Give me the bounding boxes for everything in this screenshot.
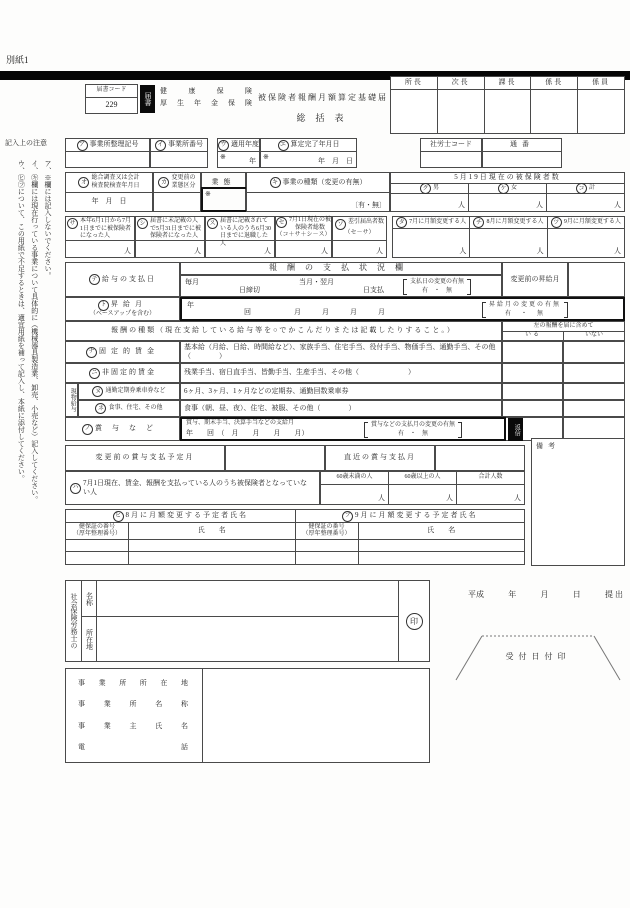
insured-total-input[interactable] [547,194,624,211]
nonfixed-include-no-cell[interactable] [563,363,625,383]
mark-su: ス [207,218,218,229]
chg7-label: 7月に月額変更する人 [409,218,467,225]
gyotai-input[interactable] [201,187,251,212]
uninsured-count-table [320,471,525,505]
retired-label: 届書に記載されている人のうち6月30日までに退職した人 [220,218,272,247]
sharoushi-code-box [420,138,482,168]
meals-items: 食事（朝、昼、夜）、住宅、被服、その他（ ） [184,403,356,412]
form-code-box [85,84,138,114]
chg8-label: 8月に月額変更する人 [486,218,544,225]
prev-raise-input[interactable] [568,262,625,297]
unit-nin: 人 [458,201,465,209]
submit-year-label[interactable]: 年 [508,590,517,599]
completion-date-note: ※ [263,153,269,161]
under60-input[interactable] [321,485,389,504]
submit-day-label[interactable]: 日 [572,590,581,599]
mark-ha: ハ [70,483,81,494]
kinds-header: 報酬の種類（現在支給している給与等を○でかこんだりまたは記載したりすること。） [111,326,456,335]
tsuban-input[interactable] [483,152,561,167]
mark-ni: ニ [89,368,100,379]
note-line-a: ア、※欄には記入しないでください。 [44,160,52,279]
approval-stamp-cell[interactable] [531,90,578,133]
mark-ta: タ [396,217,407,228]
unit-nin: 人 [446,494,453,502]
mark-fu: フ [342,511,353,522]
bonus-label-cell [65,417,180,441]
agent-seal-cell[interactable] [399,581,429,661]
bonus-input-cell[interactable] [180,417,506,441]
mark-ko: コ [576,183,587,194]
notes-heading: 記入上の注意 [5,139,47,147]
unit-nin: 人 [378,494,385,502]
bracket-close [467,279,471,295]
raise-change-umu[interactable]: 有 ・ 無 [505,310,546,317]
unit-nin: 人 [321,247,328,255]
agent-name-label: 名称 [82,581,97,617]
unit-nin: 人 [194,247,201,255]
meals-include-no-cell[interactable] [563,400,625,417]
biz-type-box [246,172,390,212]
sep-number-label: 健保証の番号 [308,523,345,530]
new-insured-label: 本年6月1日から7月1日までに被保険者になった人 [80,218,132,239]
insured-count-box [390,172,625,212]
owner-name-label: 事業主氏名 [78,721,188,730]
include-no-label: いない [584,332,603,339]
mark-ka: カ [158,177,169,188]
retired-box [205,216,275,258]
sep-number-label-sub: （厚年整理番号） [302,531,351,537]
payday-change-label: 支払日の変更の有無 [410,279,465,285]
insured-male-input[interactable] [391,194,469,211]
raise-kai: 回 [244,307,251,316]
nonfixed-wage-label-cell [65,363,180,383]
sharoushi-code-input[interactable] [421,152,481,167]
chg9-input[interactable] [548,229,624,257]
unit-nin: 人 [613,247,621,255]
bracket-close [564,302,568,318]
audit-label-2: 検査院検査年月日 [91,182,140,189]
include-header-box [502,321,625,341]
office-number-input[interactable] [151,152,207,167]
tsuban-box [482,138,562,168]
payday-tsugi: 当月・翌月 [299,278,334,286]
payday-label: 給与の支払日 [102,274,156,283]
submit-month-label[interactable]: 月 [540,590,549,599]
recent-bonus-label-cell: 直近の賞与支払月 [325,445,435,471]
sep-name-label: 氏 名 [427,526,456,535]
approval-col-shocho: 所長 [391,77,438,89]
payday-change-umu[interactable]: 有 ・ 無 [422,287,453,294]
unit-nin: 人 [514,494,521,502]
audit-date-input[interactable]: 年 月 日 [91,197,127,206]
sheet-label: 別紙1 [6,55,29,65]
raise-label-sub: （ベースアップを含む） [89,310,156,317]
henshin-badge: 返信 [508,418,523,441]
name-row-cell[interactable] [296,540,359,551]
new-insured-input[interactable] [66,241,134,257]
seal-icon [406,613,423,630]
bonus-change-bracket [364,422,462,438]
monthly-change-box [392,216,625,258]
approval-col-kakarin: 係員 [592,78,611,87]
payday-change-bracket [403,279,471,295]
submit-era: 平成 [468,590,484,599]
mark-ku: ク [420,183,431,194]
uninsured-label: 7月1日現在、賃金、報酬を支払っている人のうち被保険者となっていない人 [83,478,307,496]
approval-stamp-cell[interactable] [485,90,532,133]
july-total-input[interactable] [276,241,331,257]
mark-ne: ネ [95,403,106,414]
total-count-input[interactable] [457,485,524,504]
audit-label-1: 総合調査又は会計 [91,175,140,181]
mark-e: エ [278,140,289,151]
chg7-input[interactable] [393,229,470,257]
fixed-wage-content[interactable] [180,341,502,363]
commute-content[interactable] [180,383,502,400]
new-insured-box [65,216,135,258]
payday-closing: 日締切 [239,285,260,294]
july-total-box [275,216,332,258]
office-number-label: 事業所番号 [168,140,203,149]
office-code-label: 事業所整理記号 [89,140,139,149]
unlisted-box [135,216,205,258]
notes-block [10,160,54,542]
commute-items: 6ヶ月、3ヶ月、1ヶ月などの定期券、通勤回数乗車券 [184,386,349,395]
form-code-value: 229 [105,100,118,110]
bonus-change-label: 賞与などの支払月の変更の有無 [371,422,456,428]
mark-no: ノ [82,424,93,435]
company-info-input[interactable] [203,669,429,762]
completion-date-unit: 年 月 日 [318,157,353,165]
audit-date-box [65,172,153,212]
office-code-box [65,138,150,168]
nonfixed-include-yes-cell[interactable] [502,363,563,383]
raise-change-label: 昇給月の変更の有無 [489,302,562,308]
fiscal-year-box [217,138,260,168]
sharoushi-code-label: 社労士コード [421,139,481,152]
net-count-formula: （セ－サ） [344,230,375,237]
payday-every: 毎月 [185,278,199,286]
aug-number-label: 健保証の番号 [78,523,115,530]
mark-chi: チ [473,217,484,228]
form-title: 被保険者報酬月額算定基礎届 [258,93,388,102]
recent-bonus-input[interactable] [435,445,525,471]
aug-name-label: 氏 名 [129,523,296,539]
name-row-cell[interactable] [66,552,129,564]
mark-a: ア [77,140,88,151]
unlisted-input[interactable] [136,241,204,257]
sep-change-title: 9月に月額変更する予定者氏名 [355,511,478,520]
net-count-box [332,216,387,258]
fixed-include-yes-cell[interactable] [502,341,563,363]
prev-bonus-label-cell: 変更前の賞与支払予定月 [65,445,225,471]
fiscal-year-note: ※ [220,153,226,161]
meals-content[interactable] [180,400,502,417]
office-code-input[interactable] [66,152,149,167]
retired-input[interactable] [206,241,274,257]
mark-tsu: ツ [551,217,562,228]
meals-label-cell [78,400,180,417]
prev-raise-label: 変更前の昇給月 [510,274,560,283]
raise-input-cell[interactable] [180,297,625,321]
tsuban-label: 通番 [483,139,561,152]
net-count-label: 差引届出者数 [347,219,384,226]
company-name-label: 事業所名称 [78,700,188,709]
gyotai-note: ※ [205,190,211,198]
unit-nin: 人 [264,247,271,255]
mark-so: ソ [335,219,346,230]
insured-count-header: 5月19日現在の被保険者数 [391,173,624,184]
raise-year: 年 [187,301,194,309]
receipt-stamp-label: 受付日付印 [505,652,571,661]
bonus-change-umu[interactable]: 有 ・ 無 [398,430,429,437]
fiscal-year-label: 適用年度 [231,140,259,149]
company-address-label: 事業所所在地 [78,679,188,687]
approval-table [390,76,625,134]
name-row-cell[interactable] [359,552,525,564]
fixed-wage-label: 固定的賃金 [99,347,159,356]
prev-class-box [153,172,201,212]
biz-type-label: 事業の種類（変更の有無） [282,177,367,186]
bonus-line2: 年 回 （ 月 月 月 月） [186,428,309,437]
approval-col-jicho: 次長 [438,77,485,89]
include-yes-label: いる [503,332,564,340]
office-number-box [150,138,208,168]
approval-col-kakaricho: 係長 [531,77,578,89]
name-row-cell[interactable] [66,540,129,551]
agent-address-input[interactable] [97,617,399,661]
payday-payout: 日支払 [363,285,384,294]
mark-se: セ [276,217,287,228]
name-change-tables [65,509,525,565]
mark-te: テ [89,274,100,285]
fixed-wage-label-cell [65,341,180,363]
unit-nin: 人 [614,201,621,209]
aug-number-label-sub: （厚年整理番号） [72,531,121,537]
net-count-input[interactable] [333,241,386,257]
unlisted-label: 届書に未記載の人で5月31日までに被保険者になった人 [150,218,202,239]
name-row-cell[interactable] [129,552,296,564]
insured-male-label: 男 [432,184,439,191]
note-line-c: ウ、㋪㋫について、この用紙で不足するときは、適宜用紙を補って記入し、本紙に添付してください。 [17,160,26,482]
form-code-label: 届書コード [86,85,137,98]
fiscal-year-unit: 年 [249,157,256,165]
form-subtitle: 総括表 [296,113,354,123]
submit-suffix: 提出 [605,590,625,599]
insurer-line2: 厚生年金保険 [160,99,252,107]
name-row-cell[interactable] [129,540,296,551]
insured-female-label: 女 [510,184,517,191]
unit-nin: 人 [536,201,543,209]
biz-type-umu: 〔有・無〕 [351,201,386,209]
approval-col-kacho: 課長 [485,77,532,89]
payment-section-header: 報酬の支払状況欄 [180,262,502,275]
mark-hi: ヒ [113,511,124,522]
raise-months: 月 月 月 月 [294,307,385,316]
insured-total-label: 計 [588,184,595,191]
july-total-formula: （コ＋サ＋シ－ス） [276,232,331,239]
todokesho-badge: 届書 [140,85,155,113]
meals-include-yes-cell[interactable] [502,400,563,417]
completion-date-input[interactable] [261,152,356,167]
approval-stamp-cell[interactable] [578,90,624,133]
july-total-label: 7月1日現在の被保険者総数 [289,217,332,231]
mark-o: オ [78,177,89,188]
unit-nin: 人 [459,247,467,255]
seal-char: 印 [410,616,418,626]
aug-change-title: 8月に月額変更する予定者氏名 [125,511,248,520]
fixed-wage-items: 基本給（月給、日給、時間給など）、家族手当、住宅手当、役付手当、物価手当、通勤手当、その他（ ） [184,342,496,360]
unit-nin: 人 [124,247,131,255]
company-block [65,668,430,763]
gyotai-box [201,172,246,212]
raise-label-cell [65,297,180,321]
approval-stamp-cell[interactable] [438,90,485,133]
uninsured-label-cell [65,471,320,505]
gyotai-label: 業態 [211,177,236,186]
total-count-label: 合計人数 [478,474,503,481]
mark-i: イ [155,140,166,151]
remarks-label: 備考 [536,442,560,450]
remarks-box[interactable] [531,438,625,566]
bonus-label: 賞与など [95,424,163,433]
prev-bonus-input[interactable] [225,445,325,471]
bonus-line1: 賞与、期末手当、決算手当などの支給月 [186,420,295,426]
mark-nu: ヌ [92,386,103,397]
mark-to: ト [98,300,109,311]
mark-ki: キ [270,177,281,188]
mark-ke: ケ [498,183,509,194]
payday-label-cell [65,262,180,297]
name-row-cell[interactable] [359,540,525,551]
mark-shi: シ [137,218,148,229]
fiscal-year-input[interactable] [218,152,259,167]
agent-side-label: 社会保険労務士の [66,581,82,661]
commute-include-no-cell[interactable] [563,383,625,400]
fixed-include-no-cell[interactable] [563,341,625,363]
insured-female-input[interactable] [469,194,547,211]
unit-nin: 人 [376,247,383,255]
include-header: 左の報酬を届に含めて [503,322,624,332]
nonfixed-wage-items: 残業手当、宿日直手当、皆勤手当、生産手当、その他（ ） [184,368,415,377]
prev-class-label-1: 変更前の [171,175,196,181]
nonfixed-wage-label: 非固定的賃金 [102,368,156,377]
commute-label: 通勤定期券乗車券など [105,387,166,394]
receipt-stamp-area [452,632,624,682]
over60-label: 60歳以上の人 [389,472,457,484]
mark-sa: サ [67,218,78,229]
phone-label: 電話 [78,742,188,751]
under60-label: 60歳未満の人 [321,472,389,484]
prev-class-input[interactable] [154,193,200,211]
chg9-label: 9月に月額変更する人 [563,218,621,225]
meals-label: 食事、住宅、その他 [108,404,163,411]
commute-include-yes-cell[interactable] [502,383,563,400]
name-row-cell[interactable] [296,552,359,564]
insurer-line1: 健康保険 [160,87,252,95]
submit-date-line [468,590,625,600]
nonfixed-wage-content[interactable] [180,363,502,383]
agent-address-label: 所在地 [82,617,97,661]
agent-block [65,580,430,662]
approval-stamp-cell[interactable] [391,90,438,133]
raise-change-bracket [482,302,568,318]
inkind-label-cell: 現物給与 [65,383,78,417]
bracket-close [458,422,462,438]
unit-nin: 人 [536,247,544,255]
raise-label: 昇給月 [111,299,147,308]
prev-class-label-2: 業態区分 [171,182,196,189]
agent-name-input[interactable] [97,581,399,617]
payday-input-cell[interactable] [180,275,502,297]
kinds-header-cell [65,321,502,341]
commute-label-cell [78,383,180,400]
prev-raise-label-cell [502,262,568,297]
completion-date-label: 算定完了年月日 [290,140,340,149]
mark-u: ウ [218,140,229,151]
completion-date-box [260,138,357,168]
over60-input[interactable] [389,485,457,504]
mark-na: ナ [86,347,97,358]
chg8-input[interactable] [470,229,547,257]
biz-type-input[interactable] [247,193,389,211]
note-line-b: イ、㋖欄には現在行っている事業について具体的に（機械器具製造業、卸売、小売など）記入してください。 [30,160,39,503]
